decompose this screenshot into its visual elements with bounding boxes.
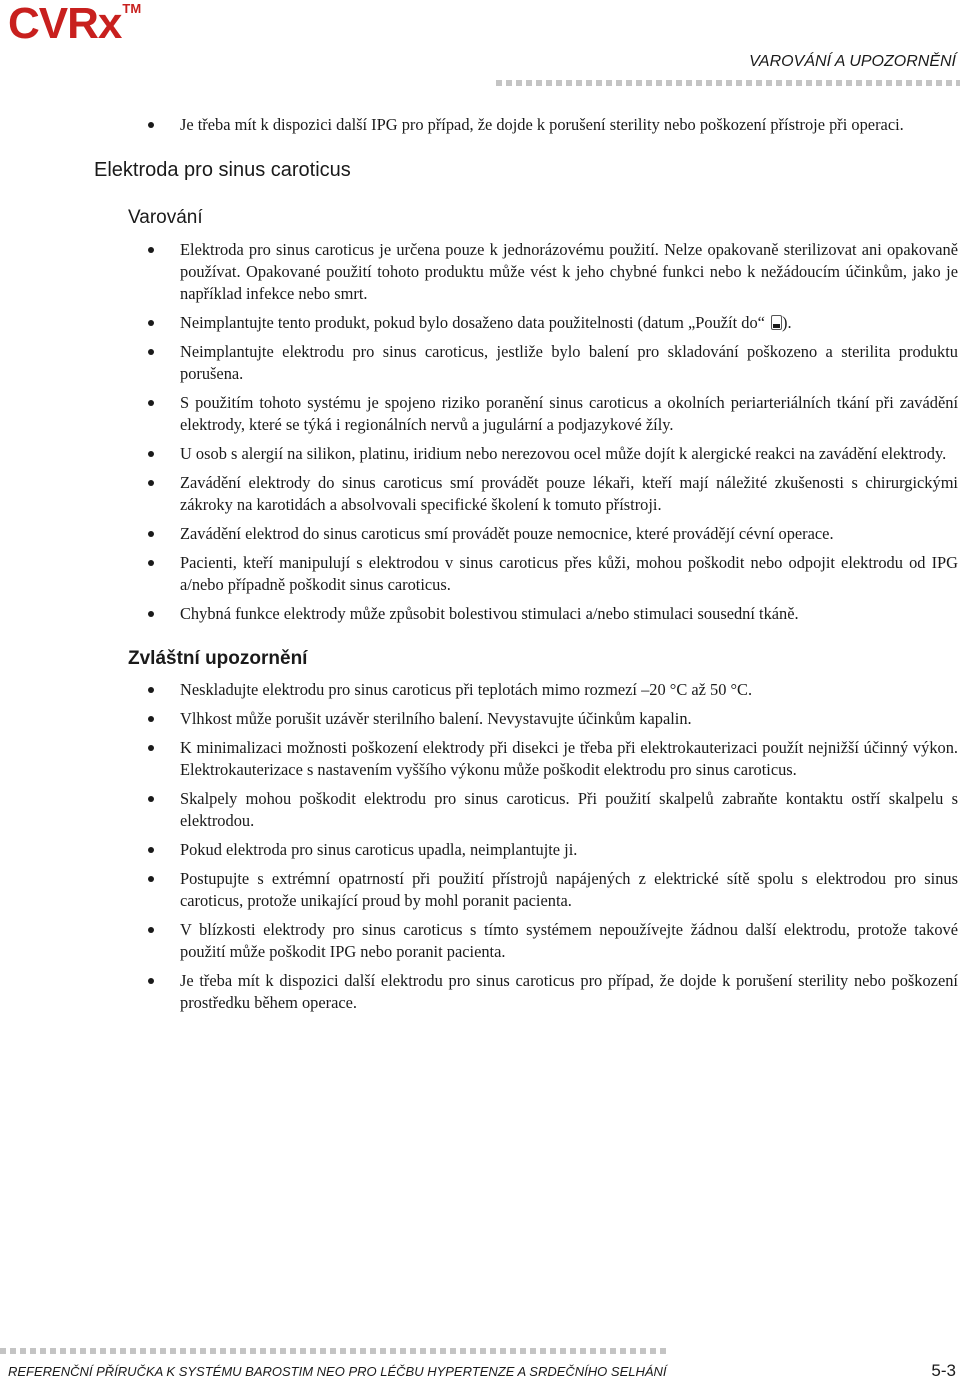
warnings-heading: Varování <box>128 207 203 228</box>
page-number: 5-3 <box>931 1361 956 1380</box>
header-dotted-rule <box>496 80 960 86</box>
precautions-heading: Zvláštní upozornění <box>128 648 308 669</box>
list-item: Je třeba mít k dispozici další IPG pro případ, že dojde k porušení sterility nebo poškození přístroje při operaci. <box>180 114 958 136</box>
list-item: Neskladujte elektrodu pro sinus caroticus při teplotách mimo rozmezí –20 °C až 50 °C. <box>180 679 958 701</box>
list-item: Postupujte s extrémní opatrností při použití přístrojů napájených z elektrické sítě spolu s elektrodou pro sinus caroticus, protože unikající proud by mohl poranit pacienta. <box>180 869 958 910</box>
list-item: Pacienti, kteří manipulují s elektrodou v sinus caroticus přes kůži, mohou poškodit nebo odpojit elektrodu od IPG a/nebo případně poškodit sinus caroticus. <box>180 553 958 594</box>
list-item: Vlhkost může porušit uzávěr sterilního balení. Nevystavujte účinkům kapalin. <box>180 708 958 730</box>
hourglass-icon <box>771 315 782 330</box>
list-item: Chybná funkce elektrody může způsobit bolestivou stimulaci a/nebo stimulaci sousední tkáně. <box>180 603 958 625</box>
page-content <box>0 114 960 1021</box>
list-item: Neimplantujte elektrodu pro sinus caroticus, jestliže bylo balení pro skladování poškozeno a sterilita produktu porušena. <box>180 342 958 383</box>
list-item: V blízkosti elektrody pro sinus caroticus s tímto systémem nepoužívejte žádnou další elektrodu, protože takové použití může poškodit IPG nebo poranit pacienta. <box>180 920 958 961</box>
section-heading: Elektroda pro sinus caroticus <box>94 159 351 181</box>
logo-text: CVRx <box>8 0 122 48</box>
logo-trademark: TM <box>122 1 142 16</box>
list-item: S použitím tohoto systému je spojeno riziko poranění sinus caroticus a okolních periarteriálních tkání při zavádění elektrody, které se týká i regionálních nervů a jugulární a podjazykové žíly. <box>180 393 958 434</box>
expiry-text-before: Neimplantujte tento produkt, pokud bylo dosaženo data použitelnosti (datum „Použít do“ <box>180 313 770 332</box>
list-item: Je třeba mít k dispozici další elektrodu pro sinus caroticus pro případ, že dojde k porušení sterility nebo poškození prostředku během operace. <box>180 971 958 1012</box>
list-item: K minimalizaci možnosti poškození elektrody při disekci je třeba při elektrokauterizaci použít nejnižší účinný výkon. Elektrokauterizace s nastavením vyššího výkonu může poškodit elektrodu pro sinus caroticus. <box>180 738 958 779</box>
cvrx-logo <box>8 2 141 46</box>
expiry-text-after: ). <box>782 313 792 332</box>
header-section-title: VAROVÁNÍ A UPOZORNĚNÍ <box>749 53 956 70</box>
list-item: Elektroda pro sinus caroticus je určena pouze k jednorázovému použití. Nelze opakovaně sterilizovat ani opakovaně používat. Opakované použití tohoto produktu může vést k jeho chybné funkci nebo k nežádoucím účinkům, jako je například infekce nebo smrt. <box>180 240 958 303</box>
list-item: Zavádění elektrody do sinus caroticus smí provádět pouze lékaři, kteří mají náležité zkušenosti s chirurgickými zákroky na karotidách a absolvovali specifické školení k tomuto přístroji. <box>180 473 958 514</box>
footer-manual-title: REFERENČNÍ PŘÍRUČKA K SYSTÉMU BAROSTIM NEO PRO LÉČBU HYPERTENZE A SRDEČNÍHO SELHÁNÍ <box>8 1364 667 1379</box>
list-item: Zavádění elektrod do sinus caroticus smí provádět pouze nemocnice, které provádějí cévní operace. <box>180 523 958 545</box>
list-item: U osob s alergií na silikon, platinu, iridium nebo nerezovou ocel může dojít k alergické reakci na zavádění elektrody. <box>180 443 958 465</box>
list-item: Pokud elektroda pro sinus caroticus upadla, neimplantujte ji. <box>180 839 958 861</box>
list-item-expiry <box>180 312 958 334</box>
intro-bullet-list <box>0 114 960 136</box>
warnings-list <box>0 239 960 625</box>
footer-dotted-rule <box>0 1348 668 1354</box>
precautions-list <box>0 679 960 1014</box>
list-item: Skalpely mohou poškodit elektrodu pro sinus caroticus. Při použití skalpelů zabraňte kontaktu ostří skalpelu s elektrodou. <box>180 789 958 830</box>
